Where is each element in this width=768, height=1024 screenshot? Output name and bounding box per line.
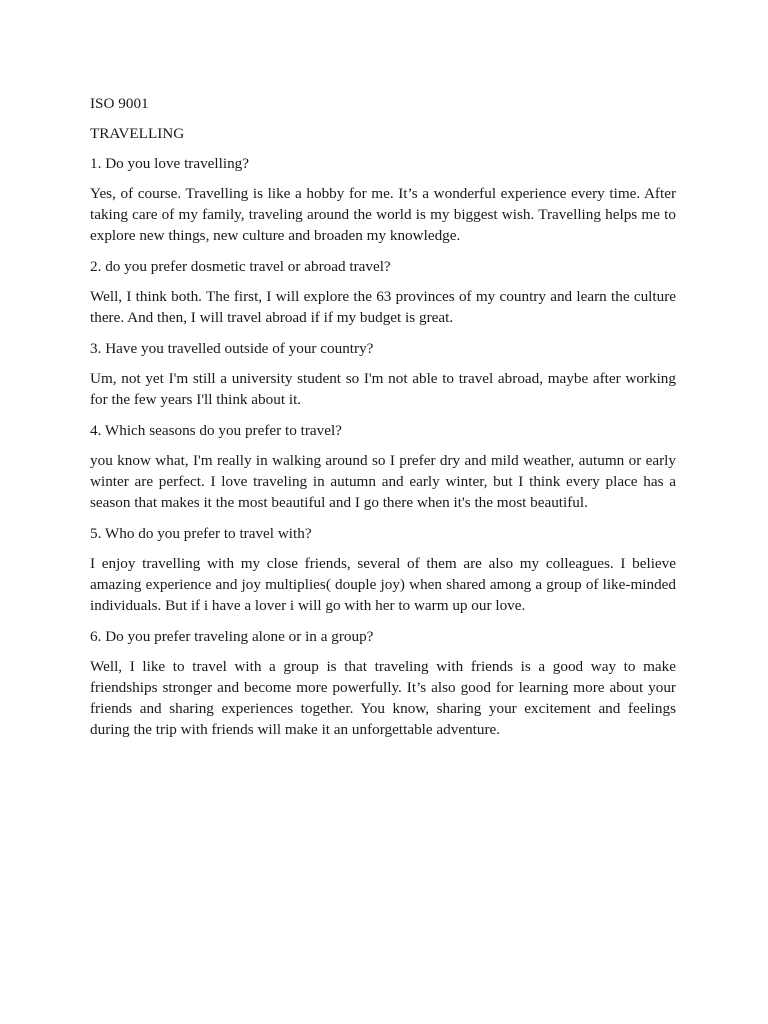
question-3: 3. Have you travelled outside of your country? xyxy=(90,340,374,357)
question-5: 5. Who do you prefer to travel with? xyxy=(90,525,312,542)
document-title: TRAVELLING xyxy=(90,125,185,142)
answer-5: I enjoy travelling with my close friends, several of them are also my colleagues. I believe amazing experience and joy multiplies( douple joy) when shared among a group of like-minded individuals. But if i have a lover i will go with her to warm up our love. xyxy=(90,555,676,614)
answer-3: Um, not yet I'm still a university student so I'm not able to travel abroad, maybe after working for the few years I'll think about it. xyxy=(90,370,676,408)
document-page xyxy=(90,93,676,750)
question-2: 2. do you prefer dosmetic travel or abroad travel? xyxy=(90,258,391,275)
question-6: 6. Do you prefer traveling alone or in a group? xyxy=(90,628,374,645)
answer-1: Yes, of course. Travelling is like a hobby for me. It’s a wonderful experience every time. After taking care of my family, traveling around the world is my biggest wish. Travelling helps me to explore new things, new culture and broaden my knowledge. xyxy=(90,185,676,244)
answer-4: you know what, I'm really in walking around so I prefer dry and mild weather, autumn or early winter are perfect. I love traveling in autumn and early winter, but I think every place has a season that makes it the most beautiful and I go there when it's the most beautiful. xyxy=(90,452,676,511)
answer-6: Well, I like to travel with a group is that traveling with friends is a good way to make friendships stronger and become more powerfully. It’s also good for learning more about your friends and sharing experiences together. You know, sharing your excitement and feelings during the trip with friends will make it an unforgettable adventure. xyxy=(90,658,676,738)
question-1: 1. Do you love travelling? xyxy=(90,155,250,172)
answer-2: Well, I think both. The first, I will explore the 63 provinces of my country and learn the culture there. And then, I will travel abroad if if my budget is great. xyxy=(90,288,676,326)
document-code: ISO 9001 xyxy=(90,95,149,112)
question-4: 4. Which seasons do you prefer to travel? xyxy=(90,422,342,439)
